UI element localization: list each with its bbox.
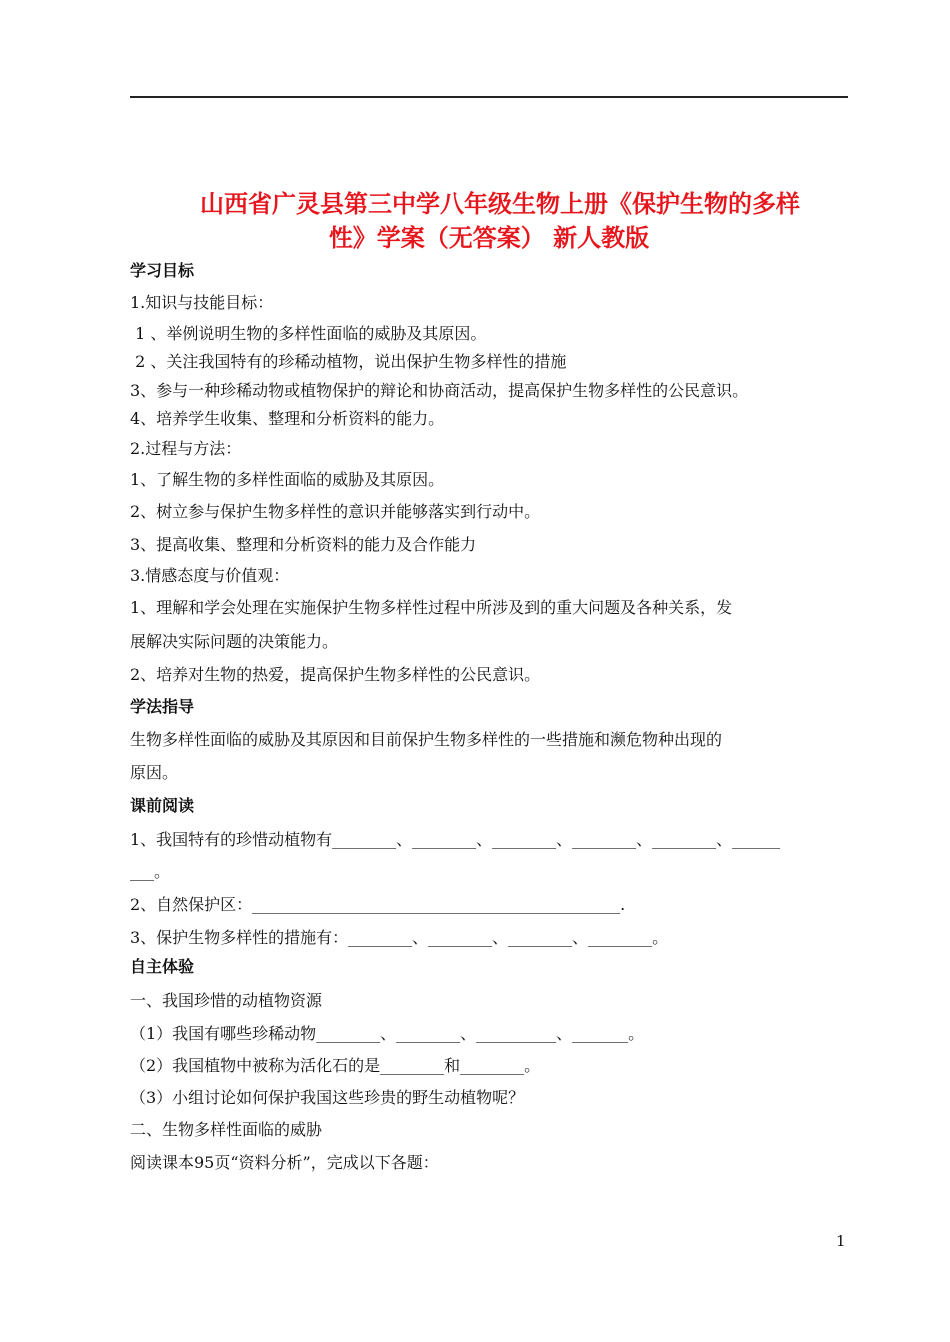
paragraph-line: 2 、关注我国特有的珍稀动植物，说出保护生物多样性的措施 <box>130 352 567 371</box>
header-rule <box>130 96 848 98</box>
fill-blank-line: ___。 <box>130 862 171 881</box>
paragraph-line: 1.知识与技能目标： <box>130 293 274 312</box>
section-heading-objectives: 学习目标 <box>130 261 195 280</box>
paragraph-line: 2、树立参与保护生物多样性的意识并能够落实到行动中。 <box>130 502 541 521</box>
section-heading-method: 学法指导 <box>130 697 195 716</box>
fill-blank-line: （1）我国有哪些珍稀动物________、________、__________、_______。 <box>130 1024 645 1043</box>
paragraph-line: 原因。 <box>130 763 179 782</box>
paragraph-line: 生物多样性面临的威胁及其原因和目前保护生物多样性的一些措施和濒危物种出现的 <box>130 730 723 749</box>
doc-title-line2: 性》学案（无答案） 新人教版 <box>328 224 650 252</box>
paragraph-line: 2.过程与方法： <box>130 439 242 458</box>
paragraph-line: 阅读课本95页“资料分析”，完成以下各题： <box>130 1153 439 1172</box>
paragraph-line: （3）小组讨论如何保护我国这些珍贵的野生动植物呢？ <box>130 1088 525 1107</box>
paragraph-line: 1 、举例说明生物的多样性面临的威胁及其原因。 <box>130 324 487 343</box>
fill-blank-line: 3、保护生物多样性的措施有：________、________、________、________。 <box>130 928 669 947</box>
paragraph-line: 2、培养对生物的热爱，提高保护生物多样性的公民意识。 <box>130 665 541 684</box>
fill-blank-line: 2、自然保护区：______________________________________________. <box>130 895 626 914</box>
fill-blank-line: （2）我国植物中被称为活化石的是________和________。 <box>130 1056 541 1075</box>
paragraph-line: 3、提高收集、整理和分析资料的能力及合作能力 <box>130 535 477 554</box>
section-heading-experience: 自主体验 <box>130 957 195 976</box>
paragraph-line: 展解决实际问题的决策能力。 <box>130 632 339 651</box>
fill-blank-line: 1、我国特有的珍惜动植物有________、________、________、________、________、______ <box>130 830 781 849</box>
paragraph-line: 4、培养学生收集、整理和分析资料的能力。 <box>130 409 445 428</box>
paragraph-line: 3、参与一种珍稀动物或植物保护的辩论和协商活动，提高保护生物多样性的公民意识。 <box>130 381 749 400</box>
paragraph-line: 1、理解和学会处理在实施保护生物多样性过程中所涉及到的重大问题及各种关系，发 <box>130 598 733 617</box>
paragraph-line: 一、我国珍惜的动植物资源 <box>130 991 323 1010</box>
paragraph-line: 二、生物多样性面临的威胁 <box>130 1120 323 1139</box>
paragraph-line: 3.情感态度与价值观： <box>130 566 290 585</box>
page-number: 1 <box>836 1232 846 1250</box>
paragraph-line: 1、了解生物的多样性面临的威胁及其原因。 <box>130 470 445 489</box>
section-heading-reading: 课前阅读 <box>130 796 195 815</box>
doc-title-line1: 山西省广灵县第三中学八年级生物上册《保护生物的多样 <box>200 190 800 218</box>
